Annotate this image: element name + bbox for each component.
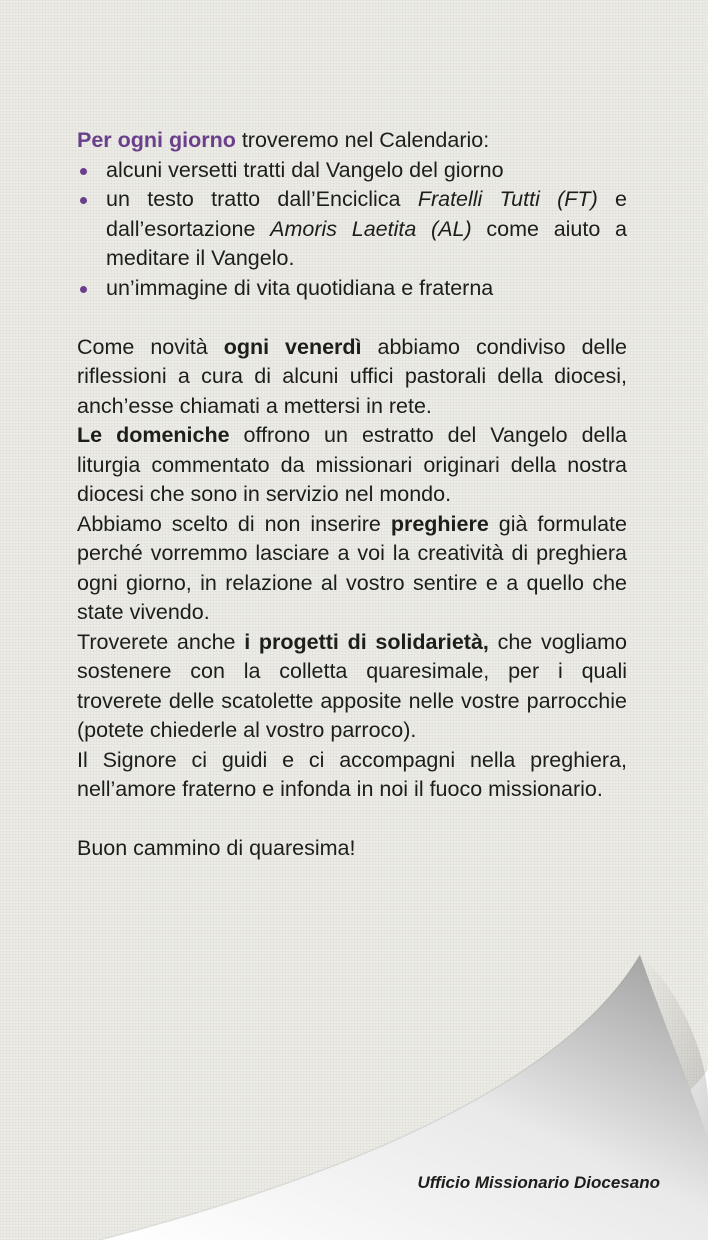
bullet-dot-icon — [80, 168, 87, 175]
list-item-text: come aiuto a meditare il Vangelo. — [106, 216, 628, 270]
calendar-contents-list — [77, 156, 627, 304]
paragraph-fridays: Come novità ogni venerdì abbiamo condiviso delle riflessioni a cura di alcuni uffici pastorali della diocesi, anch’esse chiamati a mettersi in rete. — [77, 334, 628, 418]
list-item-text: e dall’esortazione — [106, 187, 627, 241]
paragraph-projects: Troverete anche i progetti di solidarietà, che vogliamo sostenere con la colletta quaresimale, per i quali troverete delle scatolette apposite nelle vostre parrocchie (potete chiederle al vostro parroco). — [77, 629, 627, 742]
paragraph-sundays: Le domeniche offrono un estratto del Vangelo della liturgia commentato da missionari originari della nostra diocesi che sono in servizio nel mondo. — [77, 423, 627, 506]
intro-highlight: Per ogni giorno — [77, 128, 236, 152]
bold-sundays: Le domeniche — [77, 423, 230, 447]
list-item — [77, 274, 627, 304]
list-item — [77, 185, 627, 274]
paragraph-prayers: Abbiamo scelto di non inserire preghiere già formulate perché vorremmo lasciare a voi la creatività di preghiera ogni giorno, in relazione al vostro sentire e a quello che state vivendo. — [77, 511, 627, 624]
bold-prayers: preghiere — [390, 511, 489, 536]
list-item-text: un’immagine di vita quotidiana e fraterna — [106, 275, 494, 300]
list-item — [77, 156, 627, 186]
bold-fridays: ogni venerdì — [223, 334, 362, 359]
paragraph-blessing: Il Signore ci guidi e ci accompagni nella preghiera, nell’amore fraterno e infonda in noi il fuoco missionario. — [77, 747, 627, 801]
footer-signature: Ufficio Missionario Diocesano — [417, 1173, 660, 1192]
spacer — [77, 805, 627, 835]
intro-line — [77, 126, 627, 156]
intro-rest: troveremo nel Calendario: — [235, 128, 490, 152]
exhortation-title: Amoris Laetita (AL) — [270, 216, 472, 241]
spacer — [77, 303, 627, 333]
bold-projects: i progetti di solidarietà, — [244, 629, 489, 654]
list-item-text: alcuni versetti tratti dal Vangelo del giorno — [106, 157, 504, 182]
list-item-text: un testo tratto dall’Enciclica — [106, 187, 418, 211]
content-area — [77, 126, 627, 864]
bullet-dot-icon — [80, 286, 87, 293]
closing-line: Buon cammino di quaresima! — [77, 836, 356, 860]
encyclical-title: Fratelli Tutti (FT) — [417, 187, 598, 211]
bullet-dot-icon — [80, 197, 87, 204]
